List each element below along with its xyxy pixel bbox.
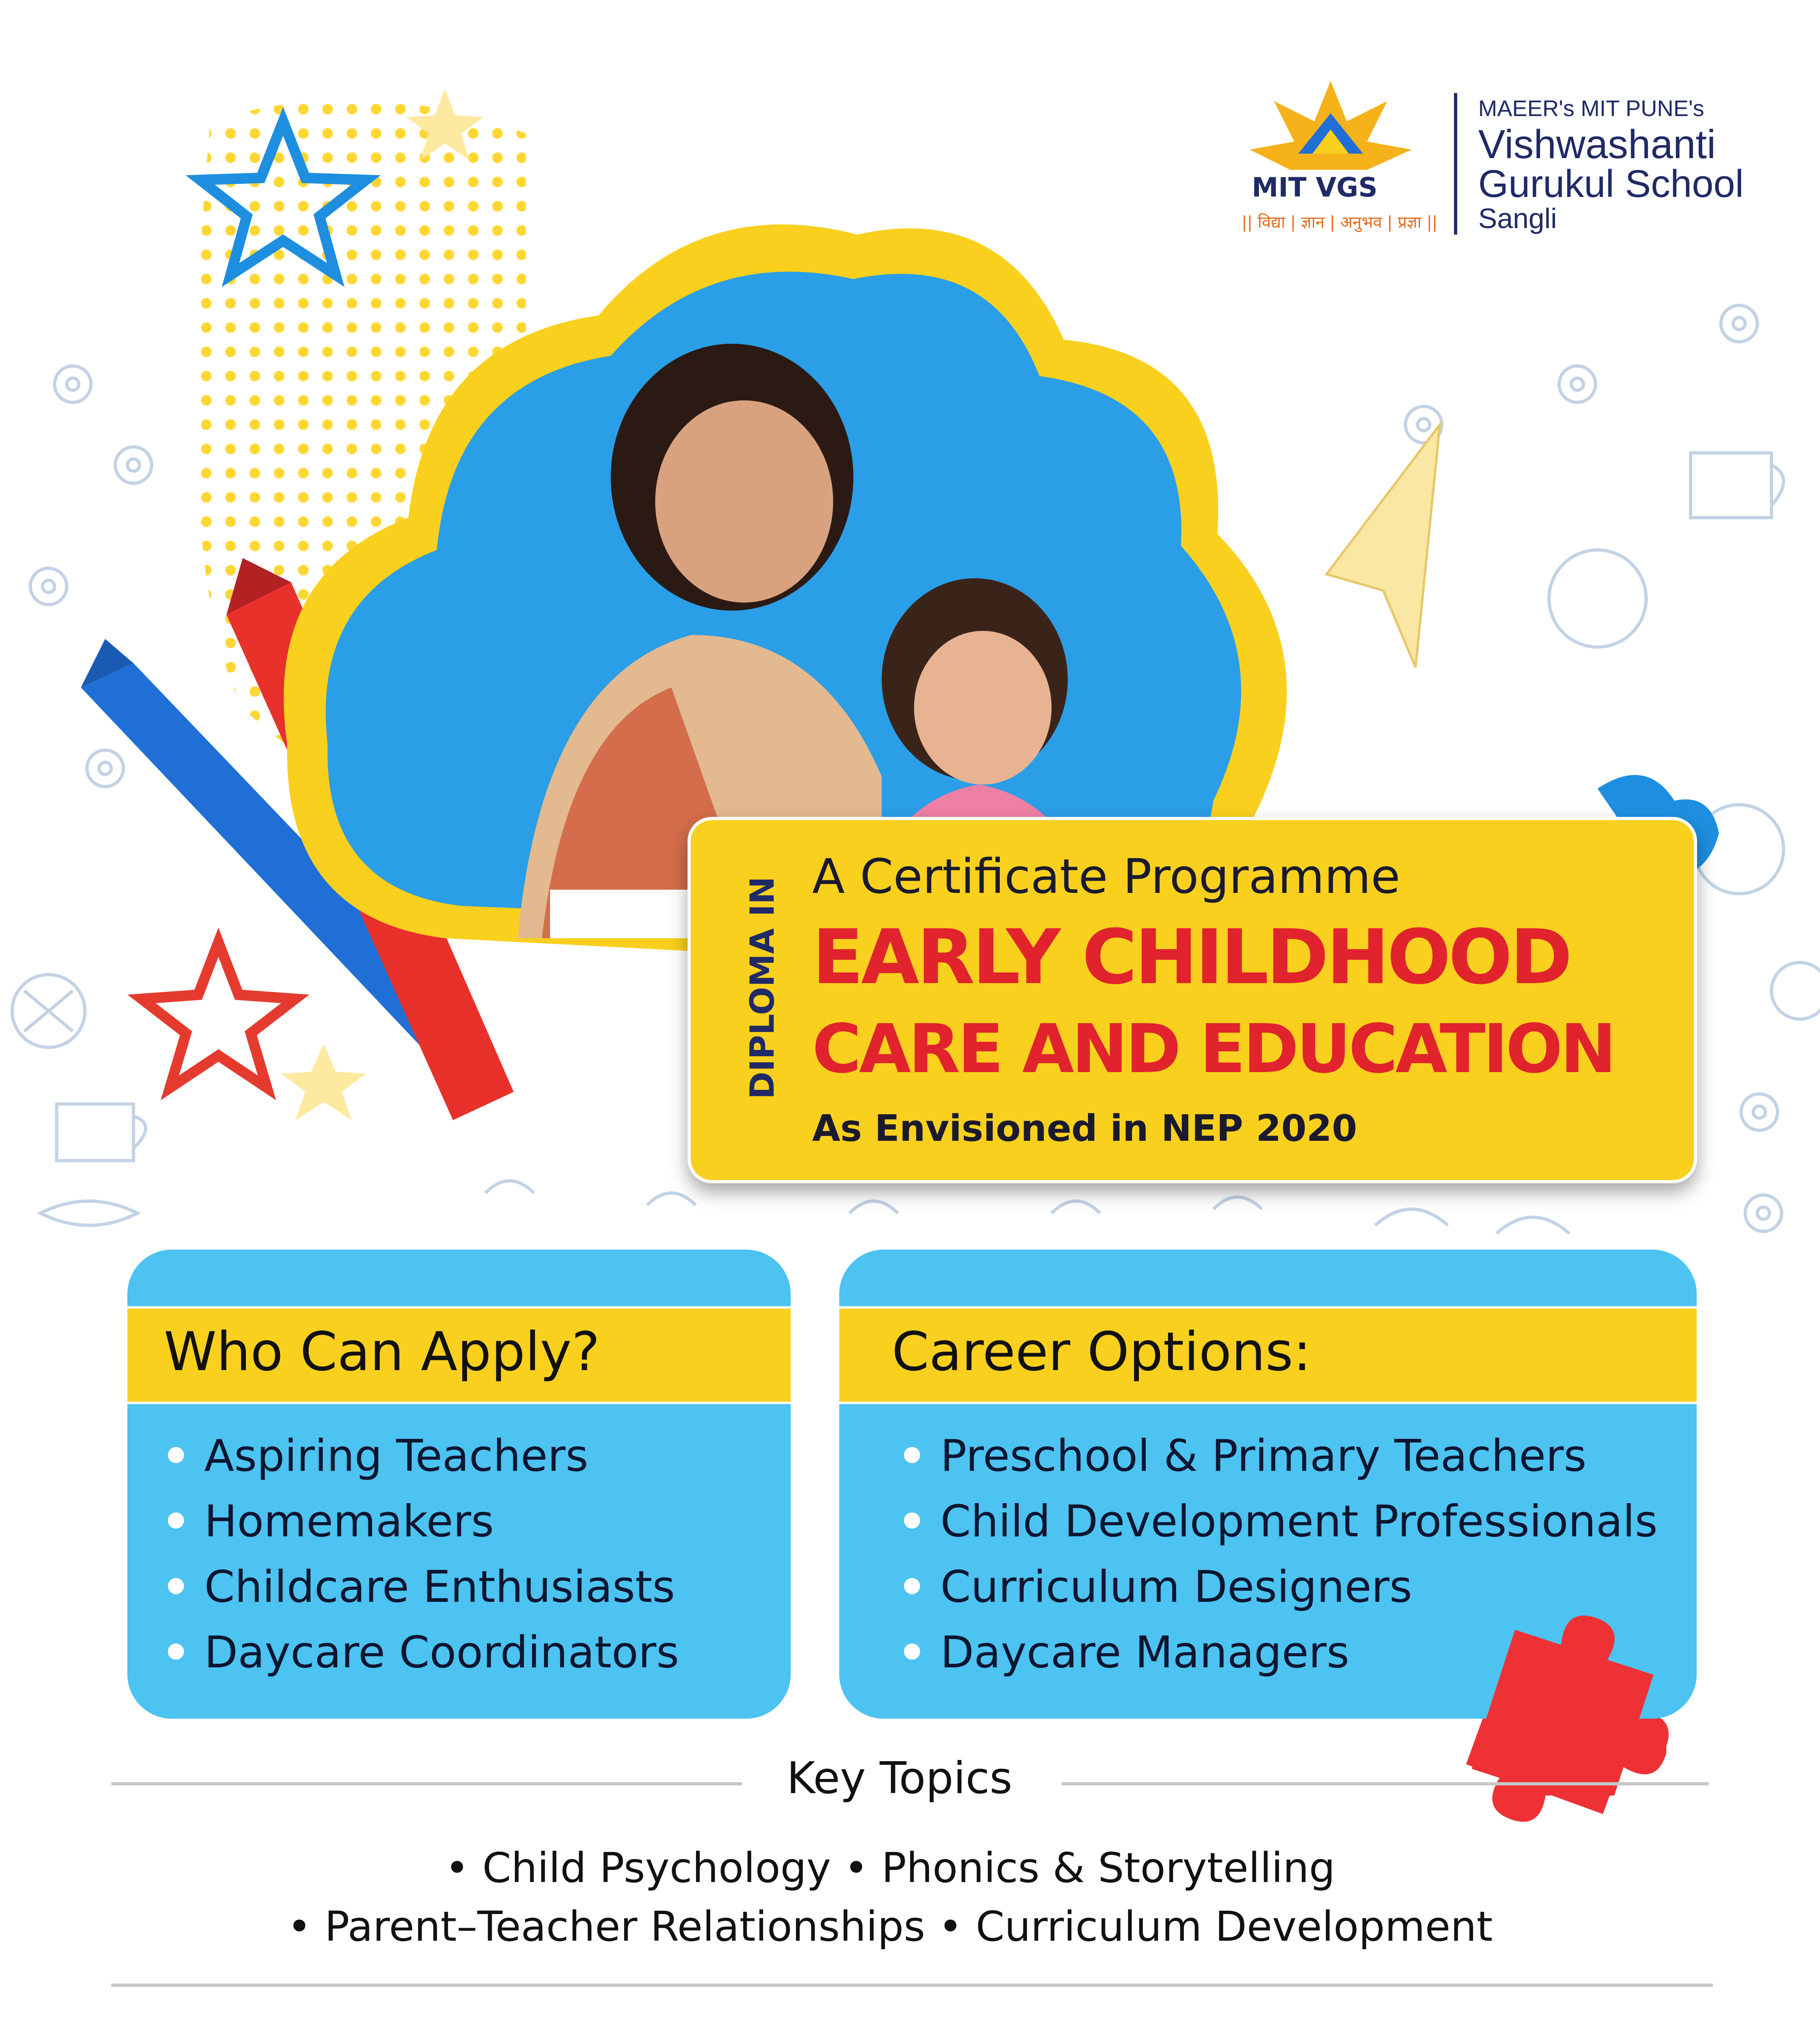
- logo-city: Sangli: [1478, 203, 1557, 234]
- key-topics-heading: Key Topics: [787, 1753, 1013, 1804]
- who-can-apply-header: [127, 1306, 791, 1404]
- logo-short-name: MIT VGS: [1252, 172, 1378, 203]
- logo-org: MAEER's MIT PUNE's: [1478, 95, 1704, 121]
- key-topics-line2: • Parent–Teacher Relationships • Curriculum Development: [287, 1903, 1493, 1951]
- programme-footnote: As Envisioned in NEP 2020: [812, 1107, 1357, 1150]
- who-can-apply-list: [160, 1423, 679, 1686]
- list-item: Curriculum Designers: [896, 1555, 1657, 1620]
- logo-school-line2: Gurukul School: [1478, 162, 1744, 205]
- key-topics-rule-right: [1062, 1782, 1709, 1785]
- who-can-apply-panel: [127, 1250, 791, 1719]
- logo-divider: [1454, 93, 1457, 235]
- list-item: Preschool & Primary Teachers: [896, 1423, 1657, 1489]
- list-item: Child Development Professionals: [896, 1489, 1657, 1555]
- key-topics-rule-left: [111, 1782, 742, 1785]
- who-can-apply-heading: Who Can Apply?: [164, 1321, 600, 1383]
- programme-title-line2: CARE AND EDUCATION: [812, 1010, 1614, 1088]
- key-topics-line1: • Child Psychology • Phonics & Storytelling: [445, 1844, 1335, 1892]
- list-item: Childcare Enthusiasts: [160, 1555, 679, 1620]
- programme-title-line1: EARLY CHILDHOOD: [812, 913, 1570, 1001]
- diploma-vertical-label: DIPLOMA IN: [743, 876, 782, 1099]
- career-options-header: [839, 1306, 1697, 1404]
- list-item: Aspiring Teachers: [160, 1423, 679, 1489]
- programme-subtitle: A Certificate Programme: [812, 848, 1401, 904]
- puzzle-piece-icon: [1472, 1601, 1666, 1796]
- logo-school-line1: Vishwashanti: [1478, 122, 1716, 167]
- list-item: Daycare Managers: [896, 1620, 1657, 1686]
- list-item: Daycare Coordinators: [160, 1620, 679, 1686]
- career-options-heading: Career Options:: [892, 1321, 1311, 1383]
- programme-card: [688, 817, 1697, 1183]
- logo-tagline: || विद्या | ज्ञान | अनुभव | प्रज्ञा ||: [1242, 213, 1438, 232]
- footer-rule: [111, 1984, 1713, 1987]
- list-item: Homemakers: [160, 1489, 679, 1555]
